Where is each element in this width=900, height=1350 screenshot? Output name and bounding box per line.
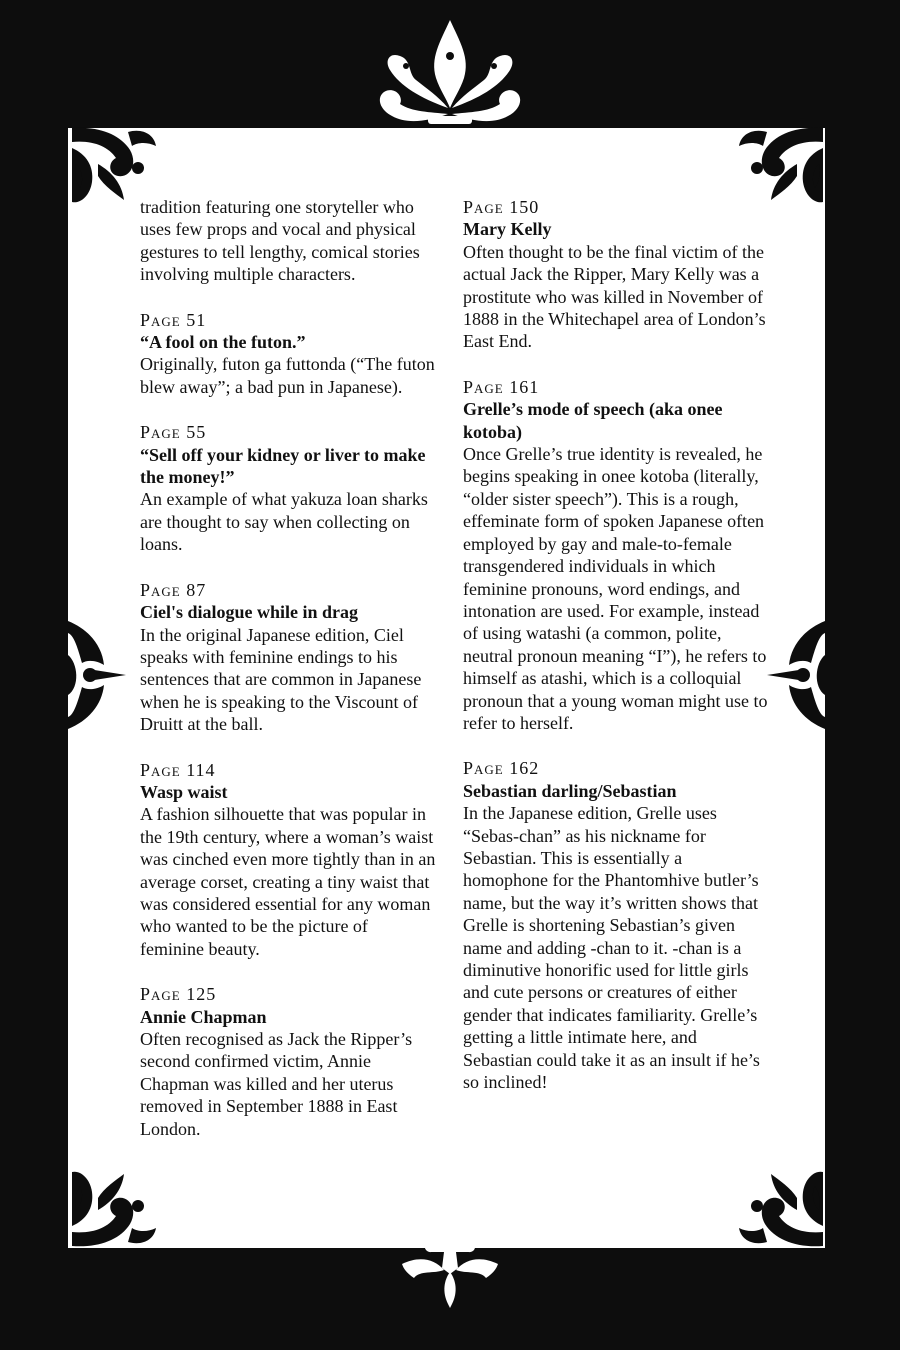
page-reference: Page 55 <box>140 422 207 443</box>
note-term: Grelle’s mode of speech (aka onee kotoba) <box>463 399 723 442</box>
note-page-125 <box>140 983 436 1140</box>
note-body: In the original Japanese edition, Ciel speaks with feminine endings to his sentences that are common in Japanese when he is speaking to the Viscount of Druitt at the ball. <box>140 624 422 735</box>
corner-ornament-bottom-left <box>68 1166 160 1250</box>
page-reference: Page 51 <box>140 309 207 330</box>
page-reference: Page 87 <box>140 579 207 600</box>
note-page-114 <box>140 759 436 961</box>
right-text-column <box>463 196 769 1116</box>
note-body: An example of what yakuza loan sharks are thought to say when collecting on loans. <box>140 489 428 555</box>
note-page-55 <box>140 421 436 555</box>
corner-ornament-bottom-right <box>735 1166 827 1250</box>
page-reference: Page 150 <box>463 197 540 217</box>
note-body: Often thought to be the final victim of the actual Jack the Ripper, Mary Kelly was a prostitute who was killed in November of 1888 in the Whitechapel area of London’s East End. <box>463 241 766 352</box>
page-reference: Page 114 <box>140 759 216 780</box>
note-page-162 <box>463 757 769 1093</box>
note-body: In the Japanese edition, Grelle uses “Sebas-chan” as his nickname for Sebastian. This is essentially a homophone for the Phantomhive butler’s name, but the way it’s written shows that Grelle is shortening Sebastian’s given name and adding -chan to it. -chan is a diminutive honorific used for little girls and cute persons or creatures of either gender that indicates familiarity. Grelle’s getting a little intimate here, and Sebastian could take it as an insult if he’s so inclined! <box>463 803 760 1093</box>
page-reference: Page 161 <box>463 376 540 397</box>
note-term: Annie Chapman <box>140 1006 267 1027</box>
note-term: Ciel's dialogue while in drag <box>140 602 359 623</box>
left-text-column <box>140 196 436 1163</box>
page-reference: Page 125 <box>140 984 217 1005</box>
side-ornament-right <box>763 615 825 735</box>
scroll-ornament-bottom <box>392 1212 508 1310</box>
side-ornament-left <box>68 615 130 735</box>
note-body: Originally, futon ga futtonda (“The futon blew away”; a bad pun in Japanese). <box>140 354 435 397</box>
note-page-51 <box>140 309 436 399</box>
note-body: A fashion silhouette that was popular in the 19th century, where a woman’s waist was cinched even more tightly than in an average corset, creating a tiny waist that was considered essential for any woman who wanted to be the picture of feminine beauty. <box>140 804 436 959</box>
page-reference: Page 162 <box>463 758 540 779</box>
note-term: Sebastian darling/Sebastian <box>463 780 677 801</box>
fleur-de-lis-ornament-top <box>360 16 540 186</box>
note-page-161 <box>463 376 769 735</box>
note-page-87 <box>140 579 436 736</box>
note-term: Mary Kelly <box>463 219 552 240</box>
note-term: Wasp waist <box>140 781 228 802</box>
note-term: “Sell off your kidney or liver to make the money!” <box>140 444 426 488</box>
note-page-150 <box>463 196 769 353</box>
note-body: tradition featuring one storyteller who uses few props and vocal and physical gestures to tell lengthy, comical stories involving multiple characters. <box>140 197 420 285</box>
note-term: “A fool on the futon.” <box>140 332 306 353</box>
note-body: Once Grelle’s true identity is revealed, he begins speaking in onee kotoba (literally, “older sister speech”). This is a rough, effeminate form of spoken Japanese often employed by gay and male-to-female transgendered individuals in which feminine pronouns, word endings, and intonation are used. For example, instead of using watashi (a common, polite, neutral pronoun meaning “I”), he refers to himself as atashi, which is a colloquial pronoun that a young woman might use to refer to herself. <box>463 444 768 733</box>
continued-note <box>140 196 436 286</box>
note-body: Often recognised as Jack the Ripper’s second confirmed victim, Annie Chapman was killed and her uterus removed in September 1888 in East London. <box>140 1029 413 1139</box>
